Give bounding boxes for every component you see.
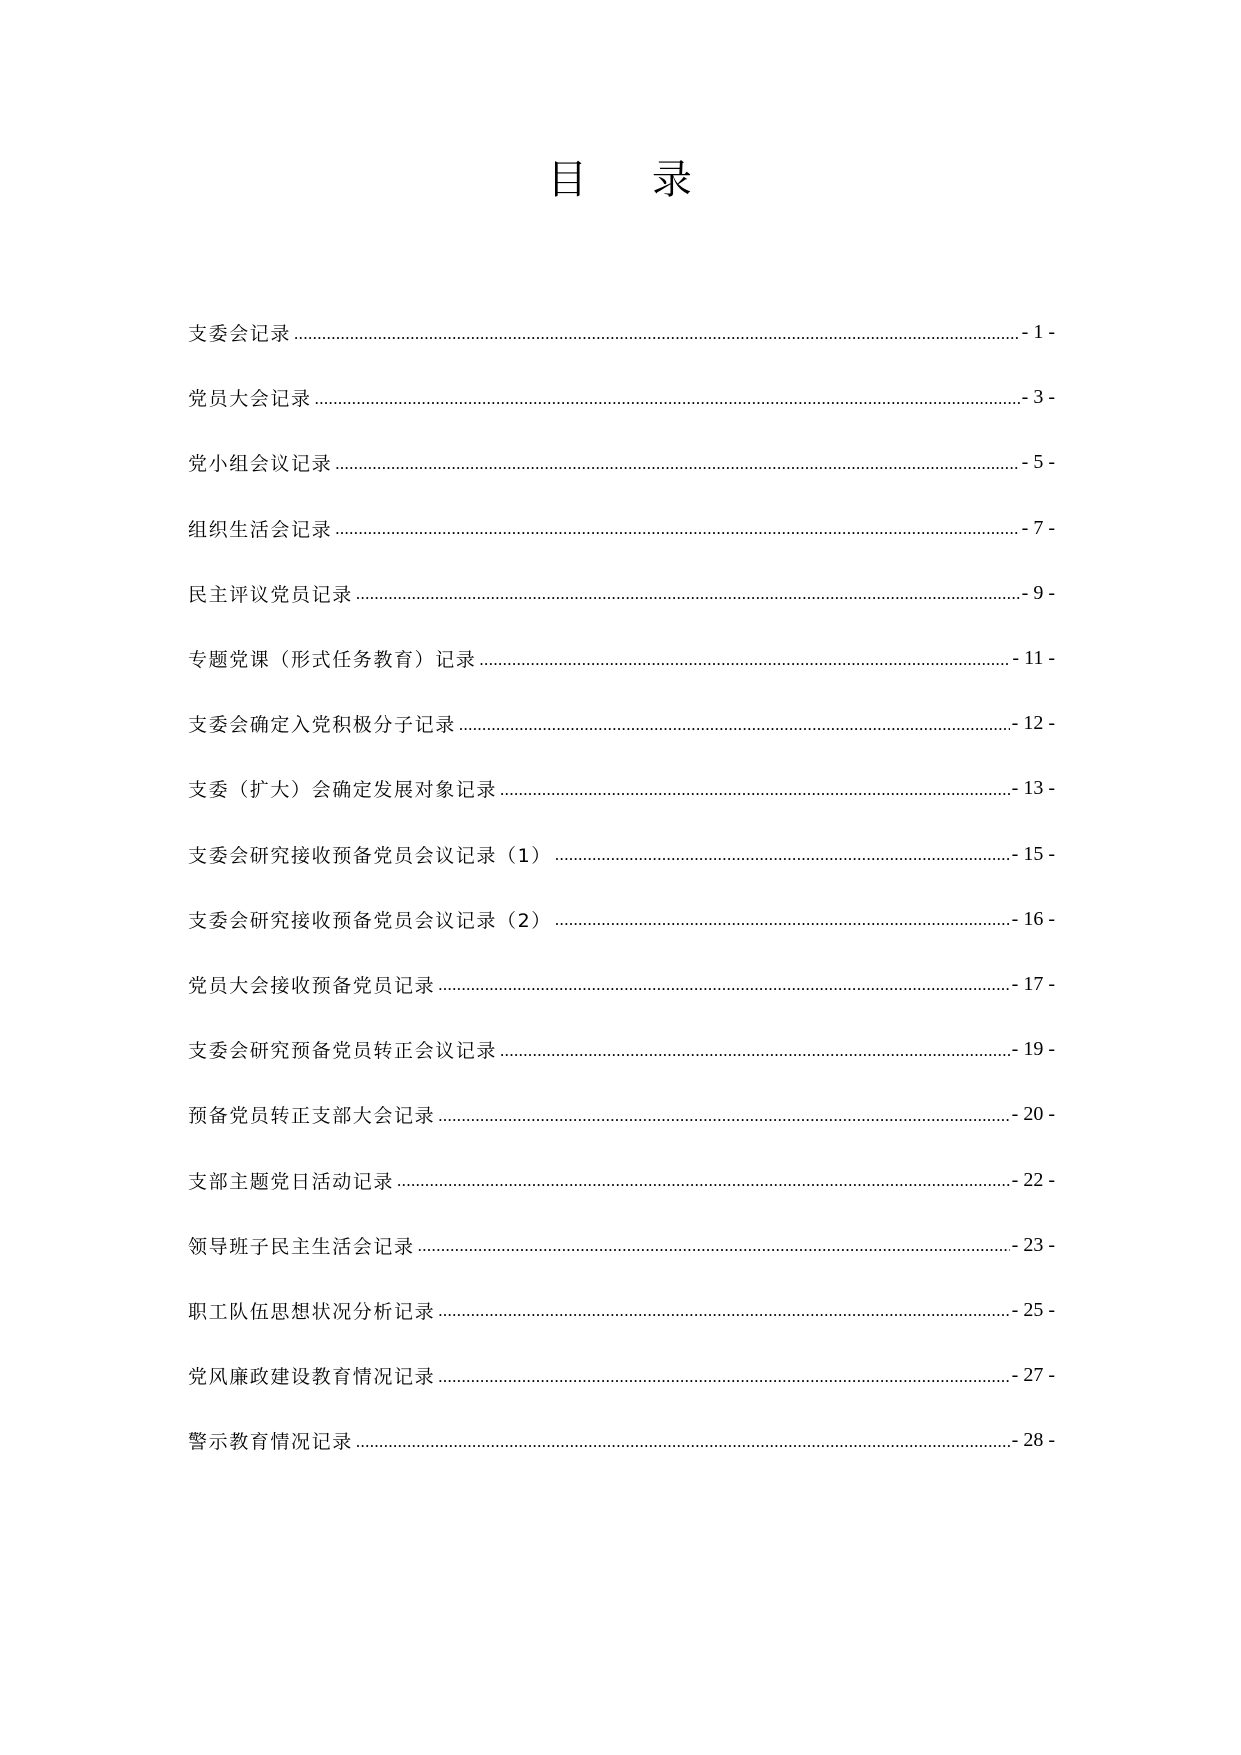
leader-dots — [438, 1106, 1009, 1126]
leader-dots — [418, 1236, 1010, 1256]
toc-entry-page: - 27 - — [1011, 1364, 1055, 1387]
toc-entry-label: 职工队伍思想状况分析记录 — [188, 1300, 436, 1323]
leader-dots — [335, 519, 1019, 539]
toc-entry-page: - 17 - — [1011, 972, 1055, 995]
toc-entry — [188, 887, 1055, 952]
toc-entry — [188, 1017, 1055, 1082]
leader-dots — [397, 1171, 1010, 1191]
toc-entry-label: 警示教育情况记录 — [188, 1431, 353, 1454]
toc-entry-label: 党员大会接收预备党员记录 — [188, 974, 436, 997]
toc-entry — [188, 561, 1055, 626]
toc-entry — [188, 626, 1055, 691]
toc-entry — [188, 691, 1055, 756]
toc-entry — [188, 756, 1055, 821]
toc-entry-page: - 19 - — [1011, 1038, 1055, 1061]
toc-entry — [188, 1278, 1055, 1343]
leader-dots — [459, 715, 1010, 735]
toc-entry — [188, 1147, 1055, 1212]
toc-entry-page: - 7 - — [1021, 516, 1055, 539]
toc-entry-label: 支委会记录 — [188, 323, 292, 346]
leader-dots — [356, 1432, 1010, 1452]
toc-entry — [188, 1343, 1055, 1408]
toc-entry-label: 组织生活会记录 — [188, 518, 333, 541]
toc-entry-page: - 5 - — [1021, 451, 1055, 474]
toc-entry-label: 支委会研究接收预备党员会议记录（1） — [188, 844, 552, 867]
leader-dots — [500, 1041, 1010, 1061]
leader-dots — [438, 1301, 1009, 1321]
toc-entry-label: 支部主题党日活动记录 — [188, 1170, 395, 1193]
leader-dots — [335, 454, 1019, 474]
toc-entry-page: - 9 - — [1021, 581, 1055, 604]
toc-entry-page: - 13 - — [1011, 777, 1055, 800]
toc-entry — [188, 1408, 1055, 1473]
toc-entry-label: 专题党课（形式任务教育）记录 — [188, 649, 477, 672]
toc-entry-page: - 15 - — [1011, 842, 1055, 865]
toc-entry-label: 预备党员转正支部大会记录 — [188, 1105, 436, 1128]
toc-entry-page: - 20 - — [1011, 1103, 1055, 1126]
toc-entry-label: 党风廉政建设教育情况记录 — [188, 1366, 436, 1389]
toc-entry — [188, 952, 1055, 1017]
toc-entry-label: 支委会研究预备党员转正会议记录 — [188, 1040, 498, 1063]
toc-entry-page: - 3 - — [1021, 386, 1055, 409]
toc-entry-page: - 11 - — [1012, 647, 1055, 670]
toc-title: 目 录 — [547, 157, 694, 203]
leader-dots — [356, 584, 1020, 604]
toc-entry — [188, 1213, 1055, 1278]
toc-entry — [188, 430, 1055, 495]
toc-entry-label: 支委会确定入党积极分子记录 — [188, 714, 456, 737]
toc-entry-label: 民主评议党员记录 — [188, 583, 353, 606]
toc-entry-page: - 16 - — [1011, 907, 1055, 930]
toc-entry-page: - 22 - — [1011, 1168, 1055, 1191]
toc-entry — [188, 365, 1055, 430]
toc-list — [188, 300, 1055, 1473]
toc-entry — [188, 822, 1055, 887]
leader-dots — [294, 324, 1020, 344]
toc-entry-label: 领导班子民主生活会记录 — [188, 1235, 415, 1258]
toc-entry-page: - 23 - — [1011, 1233, 1055, 1256]
toc-entry-label: 支委会研究接收预备党员会议记录（2） — [188, 909, 552, 932]
toc-entry — [188, 300, 1055, 365]
toc-entry — [188, 1082, 1055, 1147]
toc-entry-label: 支委（扩大）会确定发展对象记录 — [188, 779, 498, 802]
leader-dots — [555, 845, 1010, 865]
leader-dots — [479, 650, 1010, 670]
toc-entry-page: - 25 - — [1011, 1298, 1055, 1321]
toc-entry-label: 党小组会议记录 — [188, 453, 333, 476]
toc-entry-page: - 12 - — [1011, 712, 1055, 735]
leader-dots — [500, 780, 1010, 800]
toc-entry — [188, 496, 1055, 561]
leader-dots — [438, 1367, 1009, 1387]
leader-dots — [438, 975, 1009, 995]
toc-entry-label: 党员大会记录 — [188, 388, 312, 411]
leader-dots — [555, 910, 1010, 930]
leader-dots — [315, 389, 1020, 409]
toc-entry-page: - 28 - — [1011, 1429, 1055, 1452]
toc-entry-page: - 1 - — [1021, 321, 1055, 344]
